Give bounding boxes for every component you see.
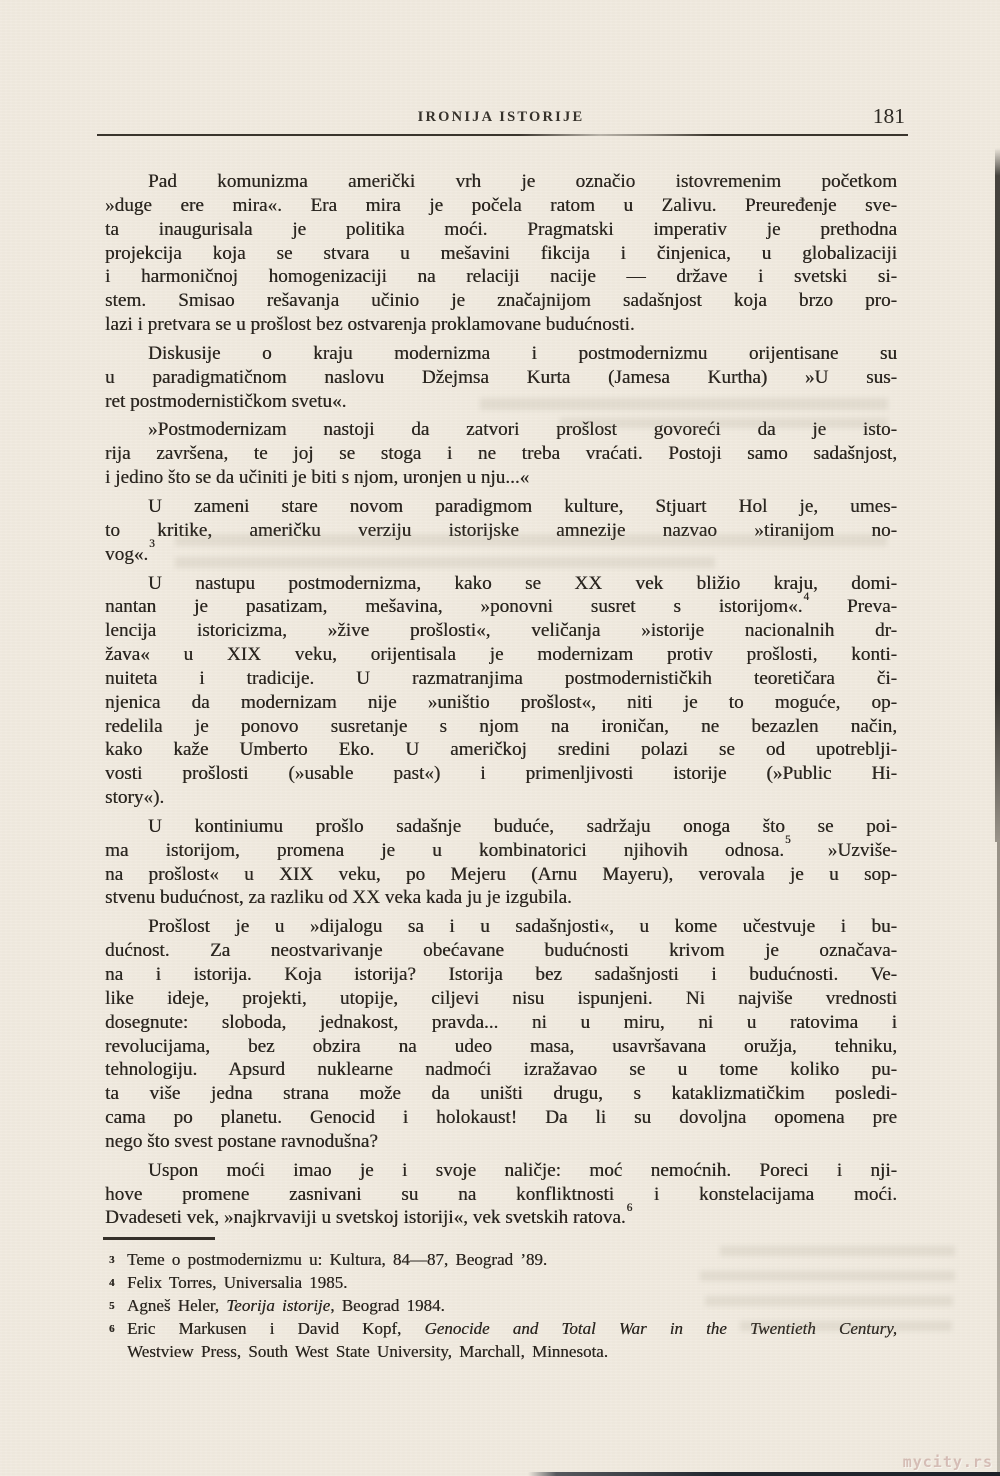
paragraph — [105, 915, 897, 1153]
text-line: vog«.$^3$ — [105, 538, 155, 565]
footnote-line: Westview Press, South West State University, Marchall, Minnesota. — [127, 1342, 608, 1362]
text-line: u paradigmatičnom naslovu Džejmsa Kurta (Jamesa Kurtha) »U sus- — [105, 366, 897, 388]
bleedthrough-smudge — [740, 1321, 952, 1331]
text-line: stem. Smisao rešavanja učinio je značajnijom sadašnjost koja brzo pro- — [105, 290, 897, 312]
text-line: Diskusije o kraju modernizma i postmodernizmu orijentisane su — [148, 342, 897, 364]
text-line: U zameni stare novom paradigmom kulture, Stjuart Hol je, umes- — [148, 495, 897, 517]
text-line: na prošlost« u XIX veku, po Mejeru (Arnu Mayeru), verovala je u sop- — [105, 863, 897, 885]
text-line: ret postmodernističkom svetu«. — [105, 390, 347, 412]
page-title: IRONIJA ISTORIJE — [417, 109, 585, 125]
text-line: U nastupu postmodernizma, kako se XX vek bližio kraju, domi- — [148, 572, 897, 594]
bleedthrough-smudge — [480, 398, 888, 410]
text-line: nego što svest postane ravnodušna? — [105, 1130, 378, 1152]
bleedthrough-smudge — [700, 1271, 955, 1281]
body-text — [105, 170, 897, 1230]
text-line: ta više jedna strana može da uništi drugu, s kataklizmatičkim posledi- — [105, 1083, 897, 1105]
footnote-marker: 5 — [109, 1300, 115, 1313]
text-line: vosti prošlosti (»usable past«) i primenljivosti istorije (»Public Hi- — [105, 763, 897, 785]
text-line: story«). — [105, 787, 165, 809]
header-rule — [97, 134, 908, 136]
paragraph — [105, 495, 897, 567]
text-line: ta inaugurisala je politika moći. Pragmatski imperativ je prethodna — [105, 218, 897, 240]
text-line: na i istorija. Koja istorija? Istorija bez sadašnjosti i budućnosti. Ve- — [105, 964, 897, 985]
footnote-rule — [103, 1237, 215, 1240]
text-line: dosegnute: sloboda, jednakost, pravda... ni u miru, ni u ratovima i — [105, 1011, 897, 1033]
bleedthrough-smudge — [175, 557, 715, 568]
text-line: »duge ere mira«. Era mira je počela ratom u Zalivu. Preuređenje sve- — [105, 194, 897, 216]
text-line: lencija istoricizma, »žive prošlosti«, veličanja »istorije nacionalnih dr- — [105, 620, 897, 642]
text-line: »Postmodernizam nastoji da zatvori prošlost govoreći da je isto- — [148, 419, 897, 441]
text-line: Uspon moći imao je i svoje naličje: moć nemoćnih. Poreci i nji- — [148, 1159, 897, 1181]
text-line: i jedino što se da učiniti je biti s njom, uronjen u nju...« — [105, 467, 530, 489]
text-line: lazi i pretvara se u prošlost bez ostvarenja proklamovane budućnosti. — [105, 314, 635, 336]
paragraph — [105, 170, 897, 337]
bleedthrough-smudge — [175, 534, 887, 546]
footnote-line: Agneš Heler, Teorija istorije, Beograd 1984. — [127, 1296, 445, 1316]
text-line: Prošlost je u »dijalogu sa i u sadašnjosti«, u kome učestvuje i bu- — [148, 916, 897, 938]
text-line: hove promene zasnivani su na konfliktnosti i konstelacijama moći. — [105, 1183, 897, 1205]
bleedthrough-smudge — [705, 1296, 953, 1306]
watermark: mycity.rs — [902, 1453, 993, 1471]
text-line: dućnost. Za neostvarivanje obećavane budućnosti krivom je označava- — [105, 940, 897, 962]
text-line: redelila je ponovo susretanje s njom na ironičan, ne bezazlen način, — [105, 715, 897, 737]
text-line: to kritike, američku verziju istorijske amnezije nazvao »tiranijom no- — [105, 519, 897, 541]
footnote-marker: 6 — [109, 1323, 115, 1336]
text-line: ma istorijom, promena je u kombinatorici njihovih odnosa.$^5$ »Uzviše- — [105, 834, 898, 861]
text-line: tehnologiju. Apsurd nuklearne nadmoći izražavao se u tome koliko pu- — [105, 1059, 897, 1081]
footnote-line: Eric Markusen i David Kopf, Genocide and Total War in the Twentieth Century, — [127, 1319, 897, 1339]
text-line: cama po planetu. Genocid i holokaust! Da li su dovoljna opomena pre — [105, 1107, 897, 1129]
text-line: kako kaže Umberto Eko. U američkoj sredini polazi se od upotreblji- — [105, 739, 897, 761]
footnote-line: Teme o postmodernizmu u: Kultura, 84—87, Beograd ’89. — [127, 1250, 548, 1269]
footnote-marker: 3 — [109, 1254, 115, 1266]
scan-edge-bar — [528, 1472, 1000, 1476]
text-line: nantan je pasatizam, mešavina, »ponovni susret s istorijom«.$^4$ Preva- — [105, 590, 897, 618]
page-number: 181 — [872, 104, 905, 128]
paragraph — [105, 572, 897, 810]
paragraph — [105, 815, 897, 910]
text-line: i harmoničnoj homogenizaciji na relaciji nacije — države i svetski si- — [105, 266, 897, 288]
footnote-line: Felix Torres, Universalia 1985. — [127, 1273, 348, 1293]
text-line: stvenu budućnost, za razliku od XX veka kada ju je izgubila. — [105, 887, 572, 909]
page-edge-shadow — [995, 148, 1000, 842]
text-line: nuiteta i tradicije. U razmatranjima postmodernističkih teoretičara či- — [105, 667, 897, 689]
bleedthrough-smudge — [560, 418, 888, 428]
text-line: žava« u XIX veku, orijentisala je modernizam protiv prošlosti, konti- — [105, 644, 897, 666]
text-line: like ideje, projekti, utopije, ciljevi nisu ispunjeni. Ni najviše vrednosti — [105, 987, 897, 1009]
text-line: njenica da modernizam nije »uništio prošlost«, niti je to moguće, op- — [105, 691, 897, 713]
footnote-marker: 4 — [109, 1277, 115, 1290]
text-line: Dvadeseti vek, »najkrvaviji u svetskoj istoriji«, vek svetskih ratova.$^6$ — [105, 1202, 633, 1229]
text-line: rija završena, te joj se stoga i ne treba vraćati. Postoji samo sadašnjost, — [105, 443, 897, 465]
text-line: Pad komunizma američki vrh je označio istovremenim početkom — [148, 171, 897, 192]
bleedthrough-smudge — [720, 1246, 955, 1256]
paragraph — [105, 418, 897, 490]
text-line: projekcija koja se stvara u mešavini fikcija i činjenica, u globalizaciji — [105, 242, 897, 264]
text-line: revolucijama, bez obzira na udeo masa, usavršavana oružja, tehniku, — [105, 1035, 897, 1057]
text-line: U kontiniumu prošlo sadašnje buduće, sadržaju onoga što se poi- — [148, 815, 897, 837]
paragraph — [105, 1159, 897, 1231]
